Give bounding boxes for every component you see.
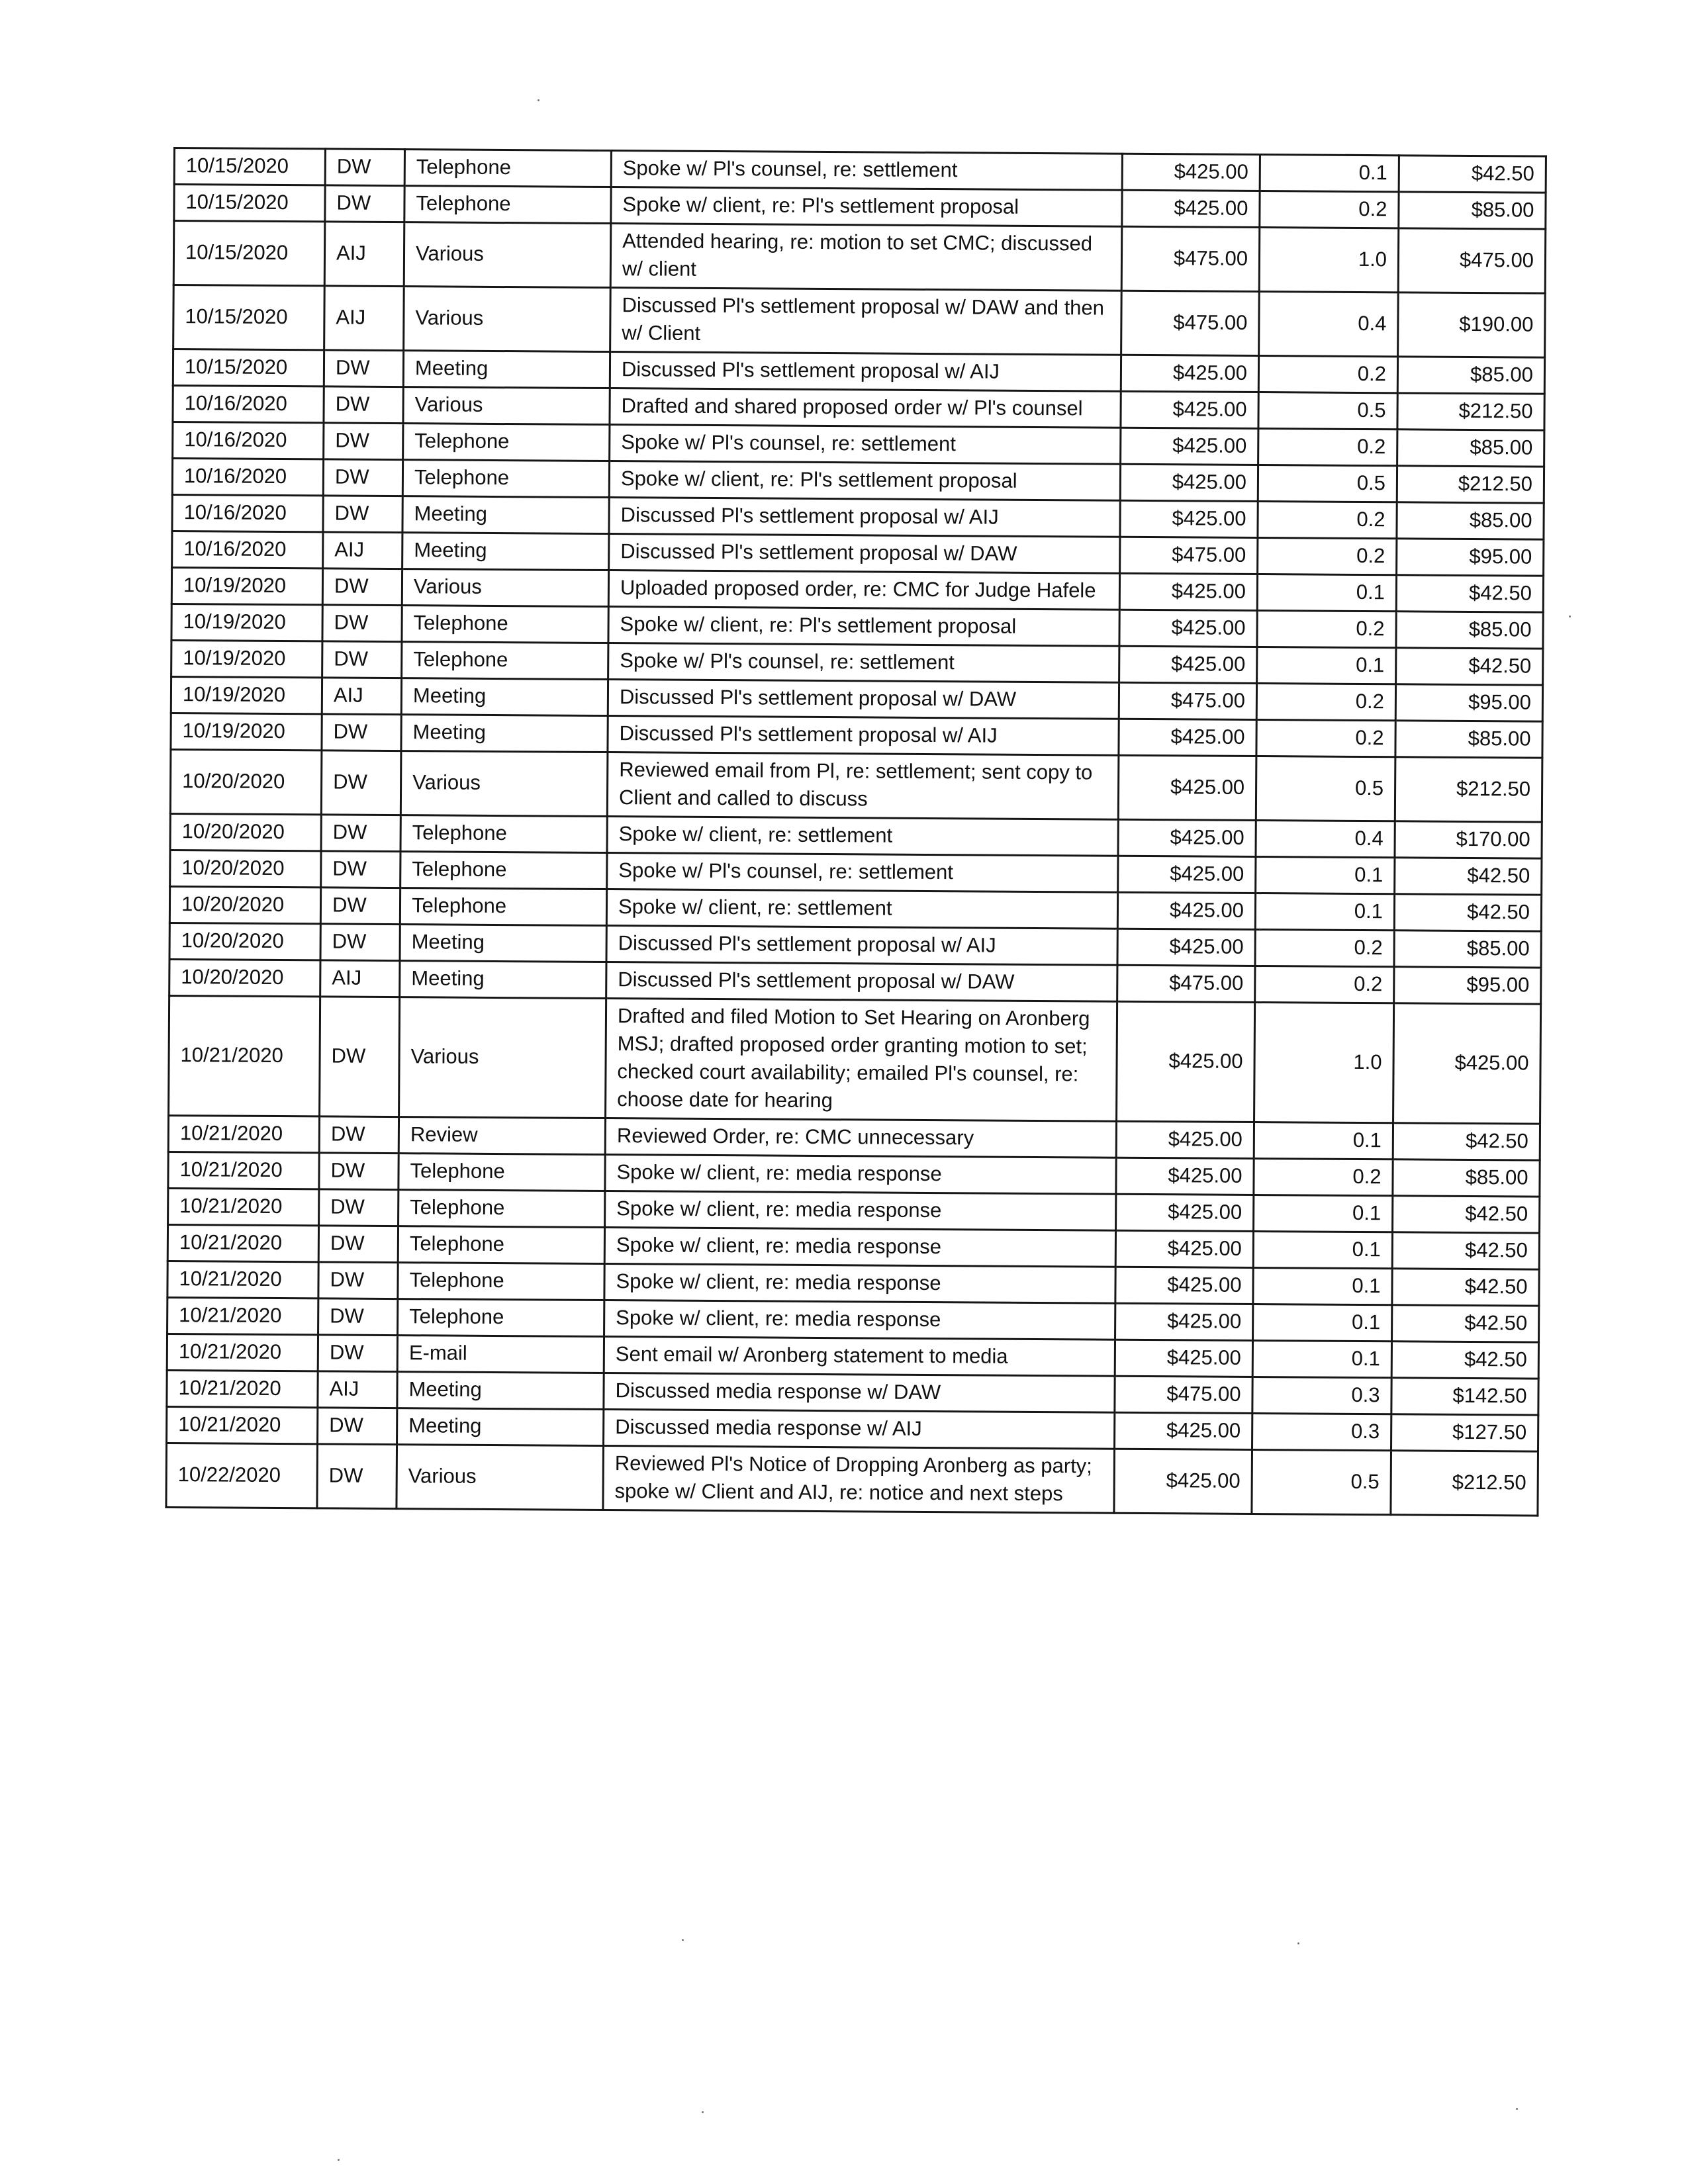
entry-hours: 0.1 bbox=[1254, 1122, 1393, 1160]
entry-type: Meeting bbox=[397, 1372, 604, 1410]
entry-hours: 0.1 bbox=[1253, 1304, 1392, 1341]
entry-description: Spoke w/ client, re: media response bbox=[604, 1300, 1115, 1340]
entry-date: 10/21/2020 bbox=[167, 1261, 318, 1298]
entry-timekeeper: DW bbox=[321, 751, 401, 815]
entry-type: Various bbox=[400, 751, 608, 817]
entry-hours: 0.1 bbox=[1253, 1231, 1392, 1268]
entry-rate: $425.00 bbox=[1122, 154, 1260, 191]
entry-hours: 0.4 bbox=[1259, 292, 1399, 357]
entry-hours: 0.3 bbox=[1252, 1413, 1391, 1450]
entry-amount: $42.50 bbox=[1392, 1269, 1539, 1306]
entry-hours: 0.5 bbox=[1252, 1449, 1391, 1514]
entry-rate: $425.00 bbox=[1119, 573, 1257, 610]
entry-type: Various bbox=[399, 997, 606, 1118]
entry-type: Meeting bbox=[402, 533, 609, 570]
entry-timekeeper: DW bbox=[321, 851, 400, 888]
entry-type: Meeting bbox=[401, 678, 608, 716]
entry-description: Uploaded proposed order, re: CMC for Judge Hafele bbox=[608, 570, 1119, 610]
entry-date: 10/20/2020 bbox=[169, 959, 320, 996]
table-row bbox=[170, 749, 1542, 822]
entry-timekeeper: AIJ bbox=[320, 960, 400, 997]
entry-amount: $85.00 bbox=[1395, 721, 1542, 758]
entry-rate: $425.00 bbox=[1116, 1121, 1254, 1158]
entry-description: Drafted and filed Motion to Set Hearing on Aronberg MSJ; drafted proposed order granting motion to set; checked court availability; emailed Pl's counsel, re: choose date for hearing bbox=[606, 999, 1117, 1122]
entry-description: Spoke w/ client, re: Pl's settlement proposal bbox=[611, 187, 1122, 227]
entry-hours: 0.5 bbox=[1256, 756, 1395, 821]
entry-type: Telephone bbox=[400, 815, 607, 853]
entry-date: 10/19/2020 bbox=[171, 640, 322, 677]
entry-description: Discussed Pl's settlement proposal w/ AIJ bbox=[608, 716, 1119, 756]
entry-amount: $95.00 bbox=[1397, 539, 1544, 576]
scan-speck bbox=[702, 2111, 704, 2113]
entry-type: Meeting bbox=[401, 715, 608, 752]
entry-hours: 0.1 bbox=[1260, 155, 1399, 192]
entry-rate: $425.00 bbox=[1115, 1230, 1253, 1267]
entry-hours: 0.2 bbox=[1258, 538, 1397, 575]
entry-hours: 0.1 bbox=[1255, 893, 1394, 931]
entry-description: Spoke w/ client, re: media response bbox=[604, 1228, 1115, 1267]
entry-timekeeper: DW bbox=[323, 459, 402, 496]
entry-description: Spoke w/ client, re: Pl's settlement proposal bbox=[608, 607, 1119, 647]
entry-rate: $425.00 bbox=[1118, 856, 1256, 893]
scan-speck bbox=[1516, 2108, 1518, 2110]
entry-amount: $42.50 bbox=[1393, 1196, 1540, 1233]
entry-rate: $425.00 bbox=[1120, 500, 1258, 537]
entry-rate: $425.00 bbox=[1115, 1303, 1253, 1340]
entry-description: Reviewed Order, re: CMC unnecessary bbox=[605, 1118, 1116, 1158]
entry-rate: $425.00 bbox=[1121, 355, 1258, 392]
entry-type: Meeting bbox=[397, 1408, 604, 1446]
entry-description: Discussed Pl's settlement proposal w/ DAW and then w/ Client bbox=[610, 288, 1122, 355]
entry-rate: $425.00 bbox=[1117, 1001, 1255, 1122]
entry-amount: $425.00 bbox=[1393, 1003, 1541, 1124]
entry-type: Various bbox=[403, 387, 610, 425]
entry-date: 10/20/2020 bbox=[170, 850, 321, 887]
entry-rate: $475.00 bbox=[1119, 682, 1256, 719]
entry-hours: 0.1 bbox=[1254, 1195, 1393, 1232]
entry-timekeeper: AIJ bbox=[324, 222, 404, 287]
entry-rate: $425.00 bbox=[1118, 819, 1256, 856]
entry-date: 10/21/2020 bbox=[168, 1152, 319, 1189]
entry-description: Spoke w/ Pl's counsel, re: settlement bbox=[611, 151, 1122, 191]
entry-description: Reviewed email from Pl, re: settlement; sent copy to Client and called to discuss bbox=[607, 752, 1119, 820]
entry-date: 10/16/2020 bbox=[172, 459, 323, 496]
entry-description: Discussed Pl's settlement proposal w/ DAW bbox=[608, 680, 1119, 719]
entry-description: Attended hearing, re: motion to set CMC; discussed w/ client bbox=[610, 224, 1122, 291]
entry-hours: 0.5 bbox=[1258, 465, 1397, 502]
entry-type: Review bbox=[399, 1117, 605, 1155]
entry-hours: 1.0 bbox=[1254, 1003, 1394, 1123]
entry-description: Spoke w/ Pl's counsel, re: settlement bbox=[608, 643, 1119, 683]
entry-amount: $127.50 bbox=[1391, 1414, 1538, 1451]
entry-type: Meeting bbox=[402, 496, 609, 534]
entry-type: Telephone bbox=[402, 606, 608, 643]
billing-rows bbox=[166, 148, 1546, 1516]
entry-rate: $475.00 bbox=[1121, 291, 1260, 355]
entry-description: Drafted and shared proposed order w/ Pl's counsel bbox=[610, 388, 1121, 428]
entry-type: Telephone bbox=[404, 150, 611, 187]
entry-date: 10/21/2020 bbox=[168, 1115, 319, 1152]
entry-amount: $85.00 bbox=[1397, 502, 1544, 539]
entry-amount: $85.00 bbox=[1397, 357, 1544, 394]
entry-timekeeper: DW bbox=[322, 641, 402, 678]
entry-hours: 0.4 bbox=[1256, 821, 1395, 858]
entry-date: 10/19/2020 bbox=[171, 604, 322, 641]
entry-amount: $170.00 bbox=[1395, 821, 1542, 858]
entry-rate: $425.00 bbox=[1116, 1158, 1254, 1195]
table-row bbox=[173, 285, 1546, 358]
entry-timekeeper: DW bbox=[318, 1335, 397, 1372]
entry-timekeeper: DW bbox=[319, 1153, 399, 1190]
entry-amount: $42.50 bbox=[1394, 894, 1541, 931]
entry-description: Discussed Pl's settlement proposal w/ AIJ bbox=[606, 926, 1117, 966]
entry-timekeeper: DW bbox=[320, 887, 400, 925]
entry-timekeeper: AIJ bbox=[323, 532, 402, 569]
entry-date: 10/15/2020 bbox=[173, 349, 324, 387]
entry-timekeeper: DW bbox=[325, 149, 404, 186]
entry-date: 10/21/2020 bbox=[167, 1370, 318, 1407]
entry-hours: 0.2 bbox=[1255, 930, 1394, 967]
entry-type: Various bbox=[402, 569, 608, 607]
entry-hours: 0.1 bbox=[1256, 857, 1395, 894]
entry-amount: $212.50 bbox=[1397, 466, 1544, 503]
entry-amount: $85.00 bbox=[1399, 192, 1546, 229]
entry-amount: $42.50 bbox=[1392, 1305, 1539, 1342]
entry-rate: $425.00 bbox=[1118, 755, 1256, 820]
entry-type: Telephone bbox=[402, 460, 609, 498]
entry-date: 10/21/2020 bbox=[169, 995, 320, 1116]
entry-amount: $42.50 bbox=[1392, 1232, 1539, 1269]
entry-amount: $475.00 bbox=[1398, 228, 1546, 293]
entry-hours: 0.1 bbox=[1253, 1267, 1392, 1304]
entry-timekeeper: DW bbox=[321, 815, 400, 852]
entry-hours: 0.2 bbox=[1256, 720, 1395, 757]
entry-amount: $42.50 bbox=[1391, 1342, 1538, 1379]
entry-timekeeper: DW bbox=[325, 185, 404, 222]
entry-amount: $212.50 bbox=[1391, 1451, 1538, 1516]
entry-description: Spoke w/ client, re: media response bbox=[605, 1191, 1116, 1231]
entry-description: Sent email w/ Aronberg statement to media bbox=[604, 1337, 1115, 1377]
entry-hours: 0.1 bbox=[1252, 1340, 1391, 1377]
entry-hours: 1.0 bbox=[1259, 228, 1399, 293]
entry-rate: $425.00 bbox=[1116, 1194, 1254, 1231]
entry-amount: $95.00 bbox=[1395, 684, 1542, 721]
entry-type: Telephone bbox=[403, 424, 610, 461]
entry-amount: $42.50 bbox=[1393, 1123, 1540, 1160]
entry-description: Spoke w/ client, re: Pl's settlement proposal bbox=[609, 461, 1120, 501]
entry-amount: $85.00 bbox=[1393, 1160, 1540, 1197]
entry-hours: 0.2 bbox=[1260, 191, 1399, 228]
entry-type: Various bbox=[397, 1445, 604, 1510]
entry-rate: $425.00 bbox=[1120, 464, 1258, 501]
entry-timekeeper: DW bbox=[318, 1408, 397, 1445]
entry-amount: $190.00 bbox=[1398, 293, 1546, 357]
entry-description: Spoke w/ client, re: settlement bbox=[606, 889, 1117, 929]
entry-date: 10/22/2020 bbox=[166, 1443, 318, 1508]
entry-rate: $475.00 bbox=[1120, 537, 1258, 574]
entry-timekeeper: DW bbox=[322, 569, 402, 606]
table-row bbox=[173, 221, 1546, 294]
entry-rate: $425.00 bbox=[1121, 391, 1258, 428]
entry-rate: $425.00 bbox=[1121, 428, 1258, 465]
entry-timekeeper: DW bbox=[320, 924, 400, 961]
entry-amount: $212.50 bbox=[1397, 393, 1544, 430]
entry-rate: $425.00 bbox=[1114, 1449, 1252, 1514]
entry-rate: $475.00 bbox=[1121, 226, 1260, 291]
entry-rate: $425.00 bbox=[1115, 1267, 1253, 1304]
entry-timekeeper: DW bbox=[323, 496, 402, 533]
entry-rate: $425.00 bbox=[1119, 610, 1257, 647]
entry-hours: 0.1 bbox=[1257, 574, 1396, 612]
entry-date: 10/16/2020 bbox=[172, 494, 323, 531]
entry-rate: $425.00 bbox=[1115, 1340, 1252, 1377]
entry-timekeeper: DW bbox=[324, 387, 403, 424]
entry-type: Various bbox=[404, 222, 611, 288]
entry-date: 10/20/2020 bbox=[169, 923, 320, 960]
entry-date: 10/19/2020 bbox=[171, 676, 322, 713]
entry-timekeeper: DW bbox=[322, 605, 402, 642]
entry-timekeeper: DW bbox=[317, 1444, 397, 1509]
entry-type: E-mail bbox=[397, 1336, 604, 1373]
entry-rate: $475.00 bbox=[1115, 1376, 1252, 1413]
entry-timekeeper: DW bbox=[318, 1262, 398, 1299]
entry-type: Meeting bbox=[400, 961, 606, 999]
entry-description: Spoke w/ client, re: settlement bbox=[607, 817, 1118, 856]
entry-timekeeper: DW bbox=[318, 1298, 398, 1336]
entry-type: Telephone bbox=[404, 186, 611, 224]
entry-type: Telephone bbox=[398, 1226, 604, 1264]
entry-hours: 0.2 bbox=[1256, 684, 1395, 721]
entry-type: Telephone bbox=[398, 1299, 604, 1337]
scan-speck bbox=[682, 1939, 684, 1941]
entry-hours: 0.2 bbox=[1258, 429, 1397, 466]
scan-speck bbox=[338, 2159, 340, 2161]
entry-rate: $425.00 bbox=[1115, 1412, 1252, 1449]
entry-date: 10/20/2020 bbox=[170, 813, 321, 850]
entry-rate: $425.00 bbox=[1117, 929, 1255, 966]
entry-date: 10/21/2020 bbox=[168, 1188, 319, 1225]
entry-date: 10/16/2020 bbox=[173, 386, 324, 423]
entry-type: Telephone bbox=[398, 1263, 604, 1300]
entry-amount: $85.00 bbox=[1396, 612, 1543, 649]
table-row bbox=[166, 1443, 1538, 1516]
entry-rate: $475.00 bbox=[1117, 965, 1255, 1002]
billing-sheet bbox=[165, 147, 1545, 1517]
entry-date: 10/20/2020 bbox=[169, 886, 320, 923]
entry-timekeeper: AIJ bbox=[318, 1371, 397, 1408]
entry-timekeeper: DW bbox=[324, 423, 403, 460]
entry-timekeeper: DW bbox=[322, 714, 401, 751]
entry-date: 10/15/2020 bbox=[173, 285, 325, 350]
entry-date: 10/16/2020 bbox=[172, 531, 323, 568]
entry-description: Spoke w/ client, re: media response bbox=[604, 1264, 1115, 1304]
entry-description: Discussed Pl's settlement proposal w/ DAW bbox=[609, 534, 1120, 574]
entry-type: Telephone bbox=[399, 1190, 605, 1228]
entry-description: Reviewed Pl's Notice of Dropping Aronberg as party; spoke w/ Client and AIJ, re: notice and next steps bbox=[603, 1446, 1115, 1514]
entry-timekeeper: DW bbox=[320, 997, 400, 1117]
entry-amount: $85.00 bbox=[1394, 931, 1541, 968]
entry-hours: 0.3 bbox=[1252, 1377, 1391, 1414]
entry-amount: $42.50 bbox=[1395, 858, 1542, 895]
scan-speck bbox=[1569, 615, 1571, 617]
entry-type: Telephone bbox=[400, 852, 607, 889]
entry-type: Meeting bbox=[403, 351, 610, 388]
entry-hours: 0.5 bbox=[1258, 392, 1397, 430]
entry-timekeeper: DW bbox=[319, 1116, 399, 1154]
entry-amount: $95.00 bbox=[1394, 967, 1541, 1004]
entry-amount: $42.50 bbox=[1396, 575, 1543, 612]
entry-timekeeper: DW bbox=[318, 1226, 398, 1263]
entry-type: Telephone bbox=[400, 888, 606, 926]
scan-speck bbox=[538, 99, 539, 101]
entry-type: Telephone bbox=[402, 642, 608, 680]
entry-type: Various bbox=[404, 287, 611, 352]
entry-timekeeper: AIJ bbox=[322, 678, 401, 715]
entry-date: 10/21/2020 bbox=[167, 1334, 318, 1371]
entry-amount: $212.50 bbox=[1395, 757, 1542, 822]
entry-hours: 0.2 bbox=[1257, 611, 1396, 648]
entry-date: 10/15/2020 bbox=[173, 221, 325, 286]
entry-timekeeper: DW bbox=[319, 1189, 399, 1226]
entry-date: 10/15/2020 bbox=[174, 185, 325, 222]
entry-hours: 0.2 bbox=[1258, 502, 1397, 539]
scan-speck bbox=[1297, 1942, 1299, 1944]
table-row bbox=[169, 995, 1541, 1124]
entry-rate: $425.00 bbox=[1119, 646, 1257, 683]
entry-date: 10/19/2020 bbox=[171, 713, 322, 750]
entry-type: Telephone bbox=[399, 1154, 605, 1191]
entry-description: Discussed Pl's settlement proposal w/ AIJ bbox=[610, 352, 1121, 392]
entry-amount: $42.50 bbox=[1396, 648, 1543, 685]
entry-date: 10/21/2020 bbox=[167, 1406, 318, 1443]
entry-description: Discussed Pl's settlement proposal w/ AIJ bbox=[609, 498, 1120, 537]
entry-date: 10/20/2020 bbox=[170, 749, 322, 814]
entry-hours: 0.1 bbox=[1257, 647, 1396, 684]
entry-description: Discussed media response w/ DAW bbox=[604, 1373, 1115, 1413]
entry-amount: $142.50 bbox=[1391, 1378, 1538, 1415]
entry-description: Spoke w/ Pl's counsel, re: settlement bbox=[610, 425, 1121, 465]
entry-description: Spoke w/ client, re: media response bbox=[605, 1155, 1116, 1195]
entry-description: Spoke w/ Pl's counsel, re: settlement bbox=[607, 853, 1118, 893]
entry-date: 10/15/2020 bbox=[174, 148, 325, 185]
entry-date: 10/21/2020 bbox=[167, 1297, 318, 1334]
entry-rate: $425.00 bbox=[1122, 190, 1260, 227]
entry-rate: $425.00 bbox=[1119, 719, 1256, 756]
billing-table bbox=[165, 147, 1547, 1517]
entry-date: 10/21/2020 bbox=[167, 1224, 318, 1261]
entry-rate: $425.00 bbox=[1117, 892, 1255, 929]
entry-timekeeper: AIJ bbox=[324, 286, 404, 351]
entry-hours: 0.2 bbox=[1255, 966, 1394, 1003]
entry-hours: 0.2 bbox=[1254, 1158, 1393, 1195]
entry-description: Discussed media response w/ AIJ bbox=[604, 1410, 1115, 1449]
entry-timekeeper: DW bbox=[324, 350, 403, 387]
entry-type: Meeting bbox=[400, 925, 606, 962]
entry-amount: $85.00 bbox=[1397, 430, 1544, 467]
entry-date: 10/16/2020 bbox=[173, 422, 324, 459]
entry-amount: $42.50 bbox=[1399, 156, 1546, 193]
entry-hours: 0.2 bbox=[1258, 356, 1397, 393]
entry-date: 10/19/2020 bbox=[171, 567, 322, 604]
entry-description: Discussed Pl's settlement proposal w/ DAW bbox=[606, 962, 1117, 1002]
